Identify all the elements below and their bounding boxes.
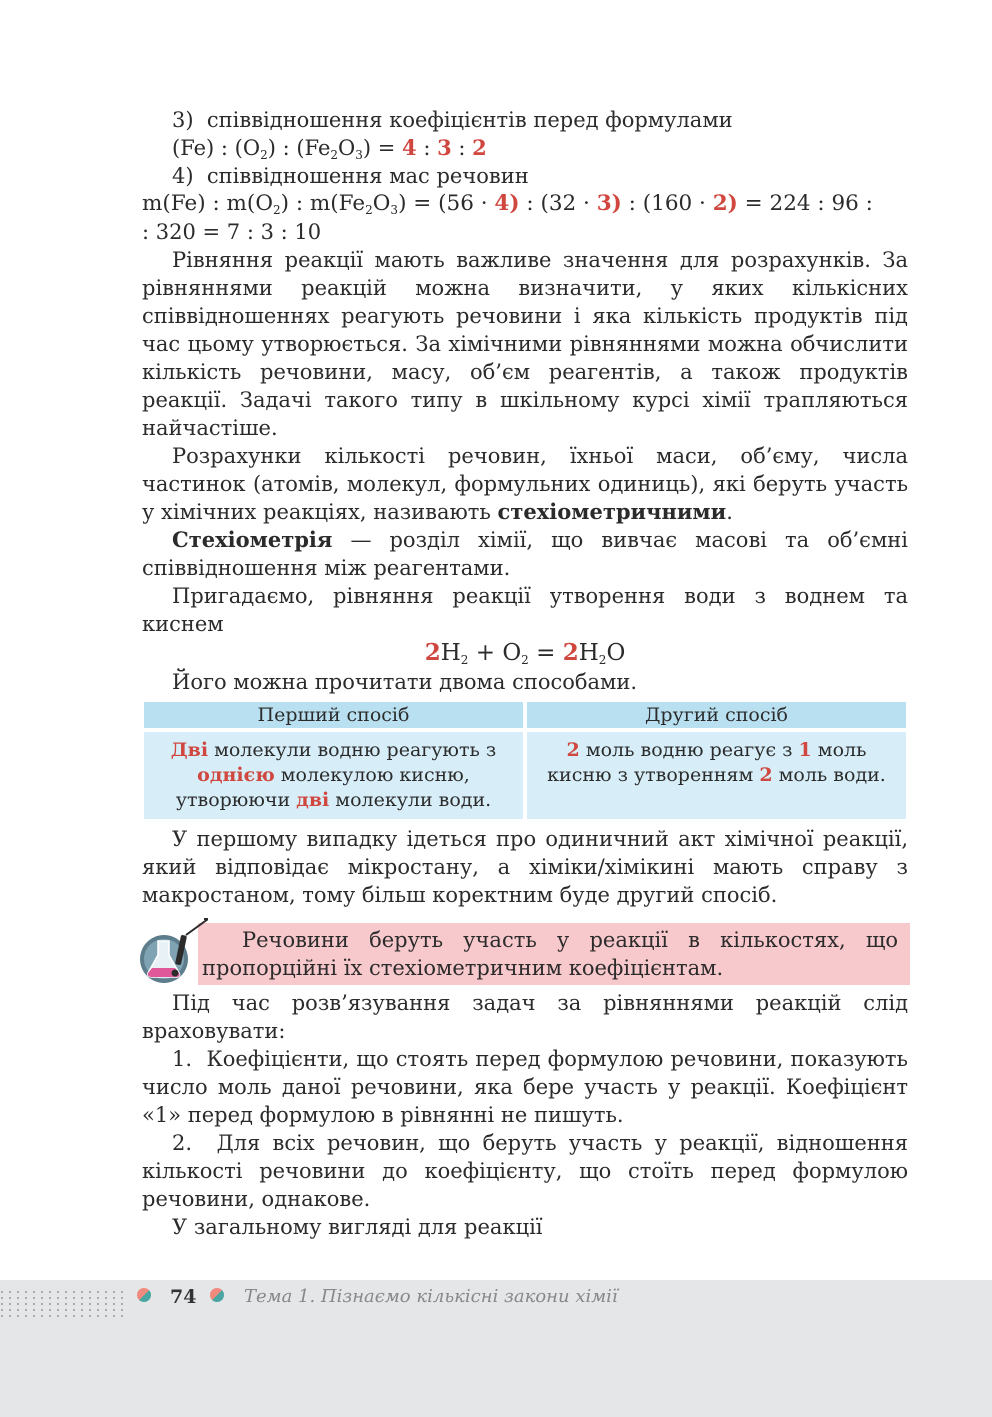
page-content <box>142 106 908 1241</box>
item-number: 4) <box>172 164 194 188</box>
list-item: 2. Для всіх речовин, що беруть участь у реакції, відношення кількості речовини до коефіцієнту, що стоїть перед формулою речовини, однакове. <box>142 1131 908 1211</box>
methods-table <box>140 702 910 819</box>
paragraph-two-ways: Його можна прочитати двома способами. <box>172 670 638 694</box>
list-item: 1. Коефіцієнти, що стоять перед формулою речовини, показують число моль даної речовини, яка бере участь у реакції. Коефіцієнт «1» перед формулою в рівнянні не пишуть. <box>142 1047 908 1127</box>
term-stoichiometric: стехіометричними <box>497 499 727 524</box>
item-3 <box>142 106 908 134</box>
paragraph-general: У загальному вигляді для реакції <box>172 1215 543 1239</box>
item-text: співвідношення мас речовин <box>206 164 529 188</box>
paragraph-reactions: Рівняння реакції мають важливе значення для розрахунків. За рівняннями реакцій можна визначити, у яких кількісних співвідношеннях реагують речовини і яка кількість продуктів під час цьому утворюється. За хімічними рівняннями можна обчислити кількість речовини, масу, об’єм реагентів, а також продуктів реакції. Задачі такого типу в шкільному курсі хімії трапляються найчастіше. <box>142 248 908 440</box>
mass-ratio-cont: : 320 = 7 : 3 : 10 <box>142 220 322 244</box>
water-equation: $2H_2 + O_2 = 2H_2O$ <box>424 639 626 667</box>
circle-icon <box>137 1288 151 1302</box>
paragraph-stoichiometric: Розрахунки кількості речовин, їхньої маси, об’єму, числа частинок (атомів, молекул, формульних одиниць), які беруть участь у хімічних реакціях, називають стехіометричними. <box>142 444 908 524</box>
page-footer <box>0 1280 992 1417</box>
paragraph-definition: Стехіометрія — розділ хімії, що вивчає масові та об’ємні співвідношення між реагентами. <box>142 527 908 580</box>
header-second-way: Другий спосіб <box>527 702 906 732</box>
item-4 <box>142 162 908 190</box>
paragraph-recall: Пригадаємо, рівняння реакції утворення води з воднем та киснем <box>142 584 908 636</box>
page-number: 74 <box>170 1286 197 1308</box>
paragraph-micro-macro: У першому випадку ідеться про одиничний акт хімічної реакції, який відповідає мікростану, а хіміки/хімікині мають справу з макростаном, тому більш коректним буде другий спосіб. <box>142 827 908 907</box>
important-note <box>142 923 908 989</box>
cell-first-way: Дві молекули водню реагують з однією молекулою кисню, утворюючи дві молекули води. <box>144 732 523 819</box>
topic-title: Тема 1. Пізнаємо кількісні закони хімії <box>244 1286 618 1307</box>
circle-icon <box>210 1288 224 1302</box>
item-text: співвідношення коефіцієнтів перед формулами <box>206 108 733 132</box>
item-number: 3) <box>172 108 194 132</box>
paragraph-consider: Під час розв’язування задач за рівняннями реакцій слід враховувати: <box>142 991 908 1043</box>
mass-ratio: m(Fe) : $m(O_2)$ : $m(Fe_2O_3) = (56 \cdot 4)$ : (32 · 3) : (160 · 2) = 224 : 96 : <box>142 191 873 217</box>
term-stoichiometry: Стехіометрія <box>172 527 333 552</box>
dot-pattern-icon <box>0 1290 125 1320</box>
flask-exclamation-icon <box>138 915 208 995</box>
note-text: Речовини беруть участь у реакції в кількостях, що пропорційні їх стехіометричним коефіцієнтам. <box>202 928 898 980</box>
header-first-way: Перший спосіб <box>144 702 523 732</box>
cell-second-way: 2 моль водню реагує з 1 моль кисню з утворенням 2 моль води. <box>527 732 906 819</box>
coefficient-ratio: (Fe) : $(O_2)$ : $(Fe_2O_3) = 4$ : 3 : 2 <box>172 135 487 162</box>
